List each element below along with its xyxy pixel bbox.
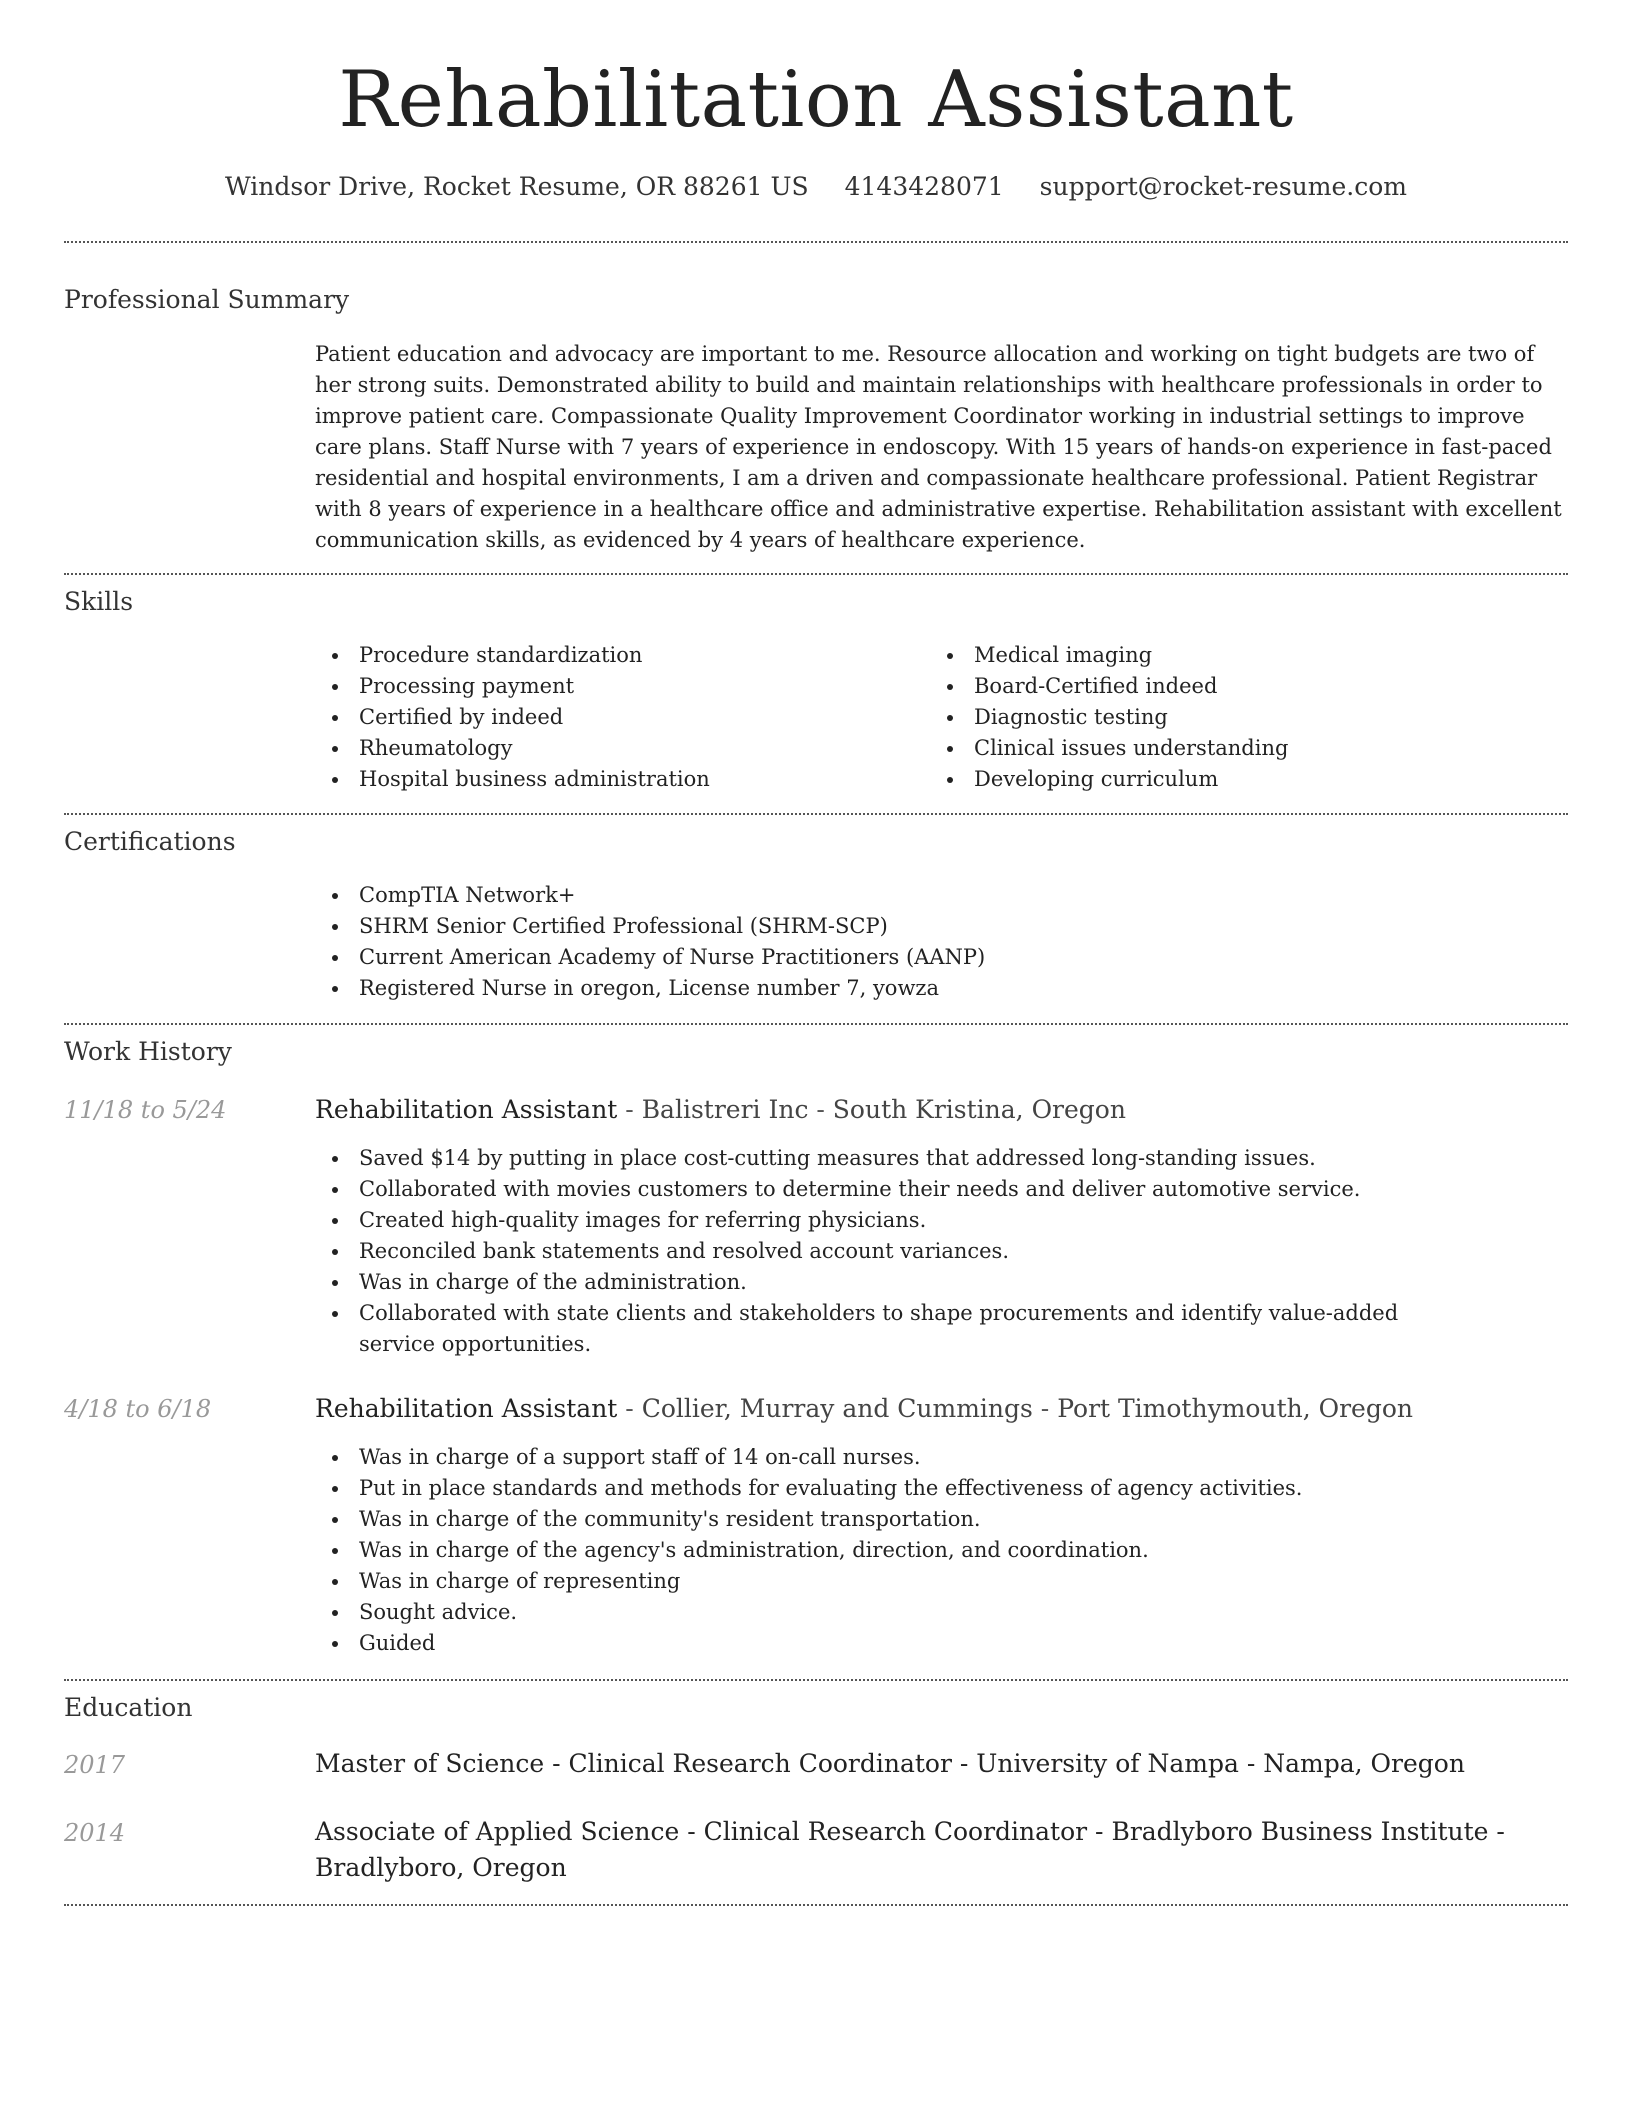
job-bullet: Collaborated with state clients and stakeholders to shape procurements and identify value-added service opportunities.: [315, 1298, 1449, 1360]
education-line: Bradlyboro, Oregon: [315, 1853, 567, 1882]
job-company: Balistreri Inc: [641, 1095, 809, 1124]
job-dates: 4/18 to 6/18: [64, 1395, 212, 1423]
skill-item: Processing payment: [315, 671, 915, 702]
certification-item: SHRM Senior Certified Professional (SHRM-SCP): [315, 911, 1315, 942]
education-year: 2017: [64, 1751, 126, 1779]
skills-left-column: [315, 640, 915, 795]
contact-line: [64, 170, 1568, 204]
job-bullet: Was in charge of the administration.: [315, 1267, 1568, 1298]
job-role: Rehabilitation Assistant: [315, 1394, 618, 1423]
job-heading: Rehabilitation Assistant - Collier, Murray and Cummings - Port Timothymouth, Oregon: [315, 1394, 1414, 1423]
skill-item: Rheumatology: [315, 733, 915, 764]
education-line: Associate of Applied Science - Clinical Research Coordinator - Bradlyboro Business Institute -: [315, 1817, 1505, 1846]
job-bullet: Saved $14 by putting in place cost-cutting measures that addressed long-standing issues.: [315, 1143, 1568, 1174]
job-bullet: Collaborated with movies customers to determine their needs and deliver automotive service.: [315, 1174, 1568, 1205]
education-entry: [315, 1814, 1568, 1886]
resume-page: [64, 0, 1568, 1882]
divider: [64, 1904, 1568, 1906]
skill-item: Clinical issues understanding: [930, 733, 1530, 764]
job-bullet: Was in charge of a support staff of 14 on-call nurses.: [315, 1442, 1568, 1473]
section-title-skills: Skills: [64, 587, 134, 616]
job-company: Collier, Murray and Cummings: [641, 1394, 1033, 1423]
divider: [64, 573, 1568, 575]
skills-right-column: [930, 640, 1530, 795]
divider: [64, 813, 1568, 815]
contact-address: Windsor Drive, Rocket Resume, OR 88261 US: [225, 172, 809, 201]
job-role: Rehabilitation Assistant: [315, 1095, 618, 1124]
section-title-work-history: Work History: [64, 1037, 232, 1066]
contact-phone: 4143428071: [844, 172, 1004, 201]
job-location: Port Timothymouth, Oregon: [1057, 1394, 1414, 1423]
job-bullet: Created high-quality images for referring physicians.: [315, 1205, 1568, 1236]
job-bullet: Was in charge of the agency's administration, direction, and coordination.: [315, 1535, 1568, 1566]
skill-item: Diagnostic testing: [930, 702, 1530, 733]
certifications-list: [315, 880, 1315, 1004]
job-bullet: Was in charge of the community's resident transportation.: [315, 1504, 1568, 1535]
job-bullet: Reconciled bank statements and resolved account variances.: [315, 1236, 1568, 1267]
skill-item: Developing curriculum: [930, 764, 1530, 795]
job-bullet: Put in place standards and methods for evaluating the effectiveness of agency activities.: [315, 1473, 1568, 1504]
education-year: 2014: [64, 1819, 126, 1847]
job-bullets: [315, 1442, 1568, 1659]
job-location: South Kristina, Oregon: [832, 1095, 1126, 1124]
certification-item: Registered Nurse in oregon, License number 7, yowza: [315, 973, 1315, 1004]
divider: [64, 1023, 1568, 1025]
summary-text: Patient education and advocacy are important to me. Resource allocation and working on tight budgets are two of her strong suits. Demonstrated ability to build and maintain relationships with healthcare professionals in order to improve patient care. Compassionate Quality Improvement Coordinator working in industrial settings to improve care plans. Staff Nurse with 7 years of experience in endoscopy. With 15 years of hands-on experience in fast-paced residential and hospital environments, I am a driven and compassionate healthcare professional. Patient Registrar with 8 years of experience in a healthcare office and administrative expertise. Rehabilitation assistant with excellent communication skills, as evidenced by 4 years of healthcare experience.: [315, 342, 1562, 552]
contact-email[interactable]: support@rocket-resume.com: [1039, 172, 1407, 201]
divider: [64, 241, 1568, 243]
skill-item: Certified by indeed: [315, 702, 915, 733]
job-bullet: Was in charge of representing: [315, 1566, 1568, 1597]
education-entry: [315, 1746, 1568, 1782]
section-title-summary: Professional Summary: [64, 285, 350, 314]
job-bullet: Sought advice.: [315, 1597, 1568, 1628]
education-line: Master of Science - Clinical Research Coordinator - University of Nampa - Nampa, Oregon: [315, 1749, 1465, 1778]
job-bullet: Guided: [315, 1628, 1568, 1659]
certification-item: CompTIA Network+: [315, 880, 1315, 911]
section-title-certifications: Certifications: [64, 827, 236, 856]
skill-item: Board-Certified indeed: [930, 671, 1530, 702]
skill-item: Medical imaging: [930, 640, 1530, 671]
resume-name: Rehabilitation Assistant: [338, 55, 1294, 145]
skill-item: Hospital business administration: [315, 764, 915, 795]
job-bullets: [315, 1143, 1568, 1360]
divider: [64, 1679, 1568, 1681]
job-heading: Rehabilitation Assistant - Balistreri Inc - South Kristina, Oregon: [315, 1095, 1126, 1124]
skill-item: Procedure standardization: [315, 640, 915, 671]
job-dates: 11/18 to 5/24: [64, 1096, 227, 1124]
section-title-education: Education: [64, 1693, 193, 1722]
certification-item: Current American Academy of Nurse Practitioners (AANP): [315, 942, 1315, 973]
